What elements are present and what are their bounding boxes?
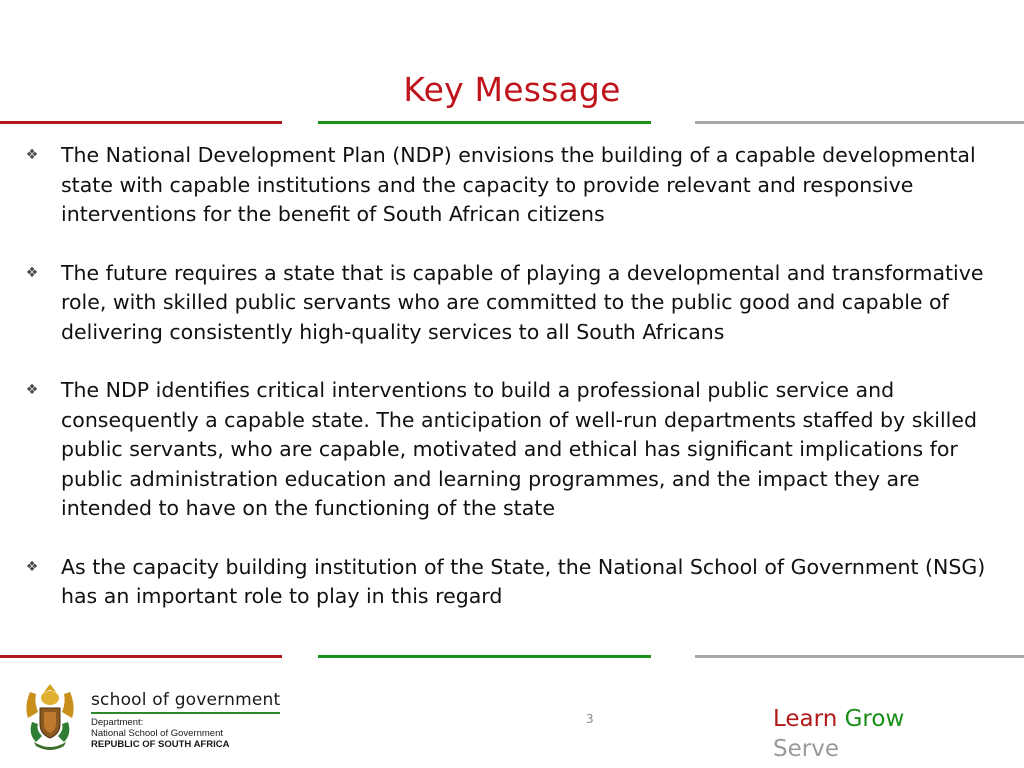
bottom-divider-green: [318, 655, 651, 658]
organisation-name: school of government: [91, 690, 280, 714]
tagline-learn: Learn: [773, 706, 838, 732]
bullet-text: The future requires a state that is capable of playing a developmental and transformative role, with skilled public servants who are committed to the public good and capable of delivering consistently high-quality services to all South Africans: [61, 260, 984, 344]
coat-of-arms-icon: [20, 678, 80, 754]
bullet-item: [22, 376, 1002, 524]
tagline: [773, 704, 1013, 764]
slide-title: Key Message: [403, 70, 621, 109]
top-divider-green: [318, 121, 651, 124]
diamond-bullet-icon: ❖: [25, 147, 39, 163]
tagline-serve: Serve: [773, 736, 839, 762]
bullet-list: [22, 141, 1002, 641]
diamond-bullet-icon: ❖: [25, 558, 39, 575]
bottom-divider-gray: [695, 655, 1024, 658]
bullet-text: As the capacity building institution of the State, the National School of Government (NSG) has an important role to play in this regard: [61, 554, 986, 608]
country-name: REPUBLIC OF SOUTH AFRICA: [91, 739, 230, 750]
bullet-item: [22, 259, 1002, 348]
top-divider-red: [0, 121, 282, 124]
diamond-bullet-icon: ❖: [25, 382, 39, 398]
bullet-item: [22, 553, 1002, 612]
bottom-divider-red: [0, 655, 282, 658]
department-name: National School of Government: [91, 728, 224, 739]
bullet-text: The NDP identifies critical interventions to build a professional public service and consequently a capable state. The anticipation of well-run departments staffed by skilled public servants, who are capable, motivated and ethical has significant implications for public administration education and learning programmes, and the impact they are intended to have on the functioning of the state: [61, 378, 977, 520]
bullet-item: [22, 141, 1002, 230]
page-number: 3: [586, 712, 594, 726]
bullet-text: The National Development Plan (NDP) envisions the building of a capable developmental state with capable institutions and the capacity to provide relevant and responsive interventions for the benefit of South African citizens: [61, 143, 976, 226]
organisation-block: [91, 690, 280, 750]
diamond-bullet-icon: ❖: [25, 264, 39, 281]
tagline-grow: Grow: [844, 706, 905, 732]
top-divider-gray: [695, 121, 1024, 124]
department-label: Department:: [91, 717, 144, 728]
